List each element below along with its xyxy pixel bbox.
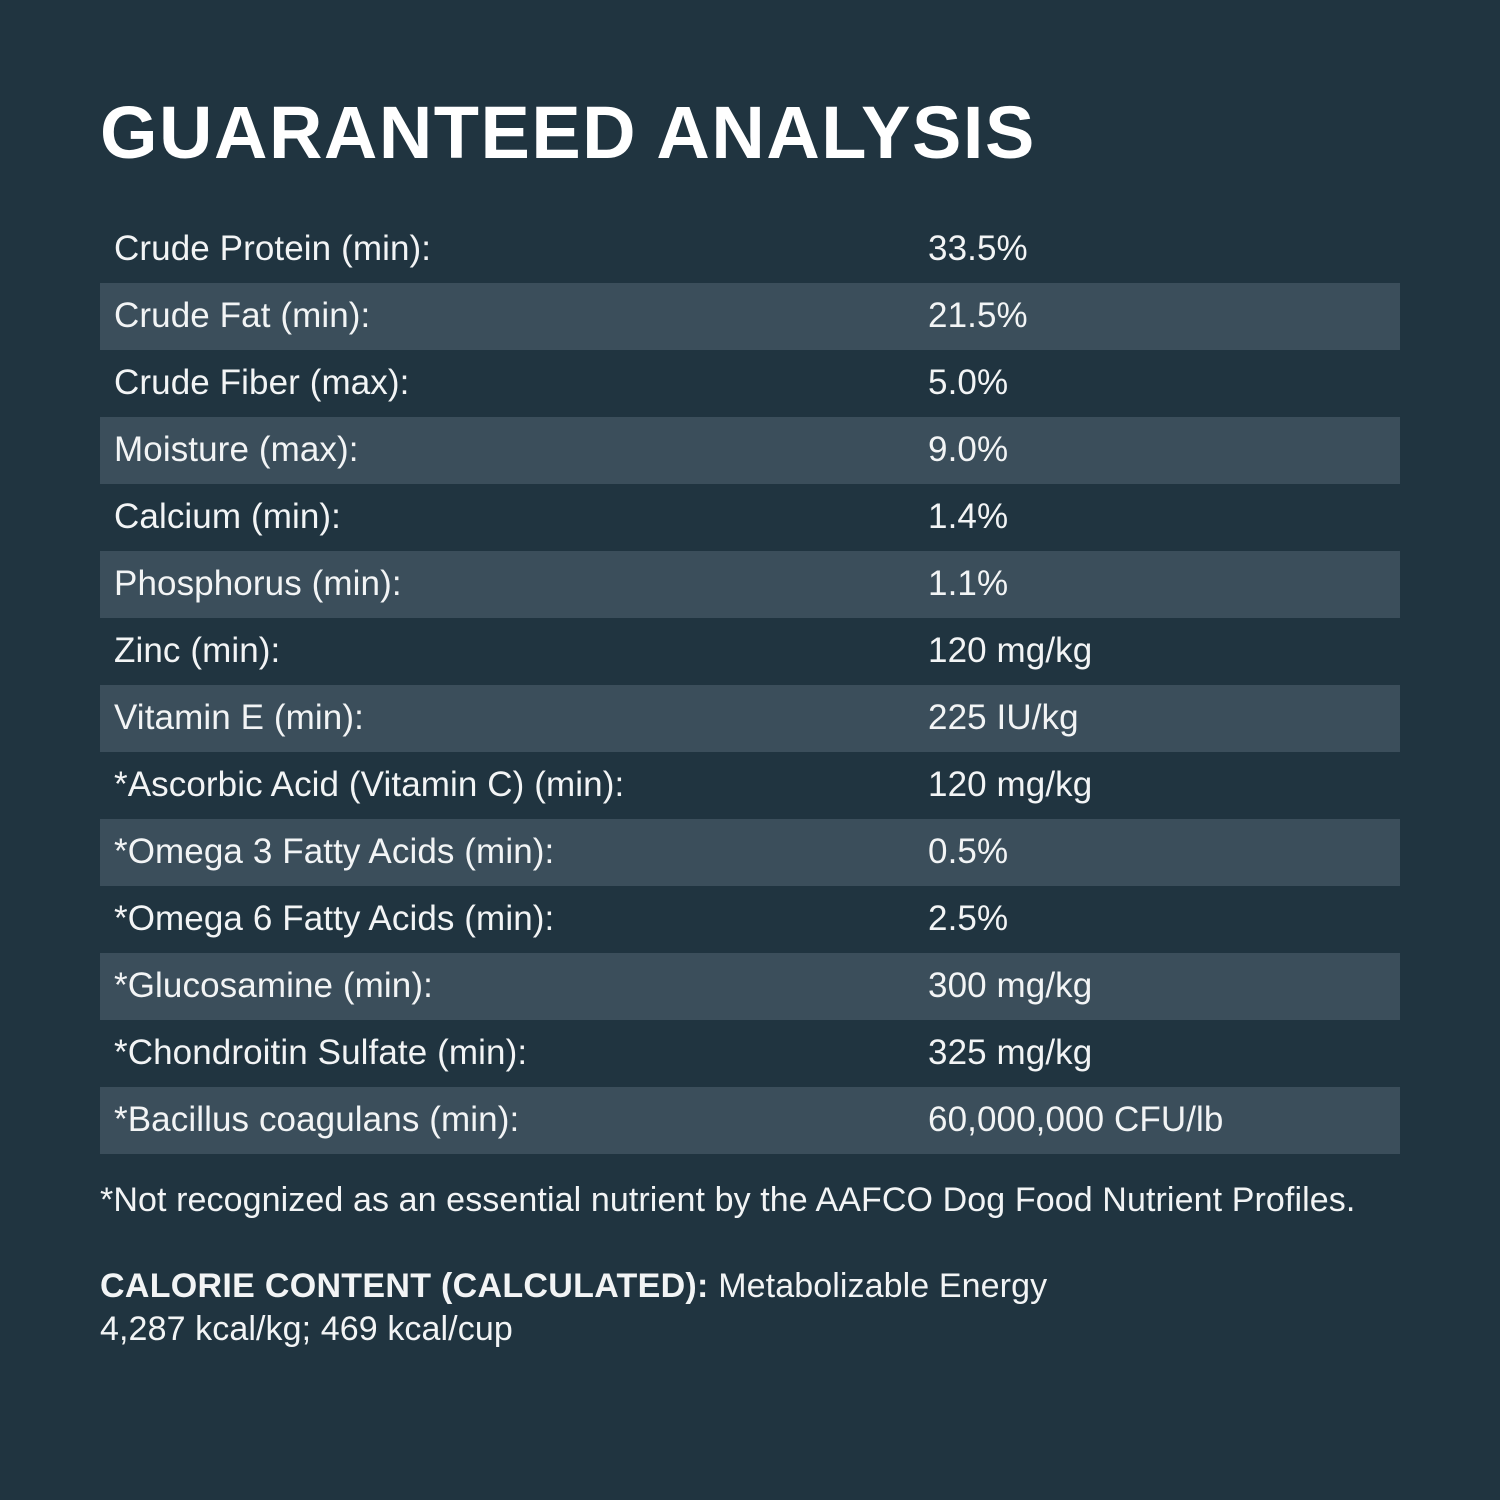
nutrient-label: Vitamin E (min):: [114, 698, 364, 738]
nutrient-value: 325 mg/kg: [928, 1033, 1093, 1073]
nutrient-label: *Omega 6 Fatty Acids (min):: [114, 899, 555, 939]
table-row: [100, 551, 1400, 618]
calorie-content-block: [100, 1265, 1400, 1352]
nutrient-label: *Chondroitin Sulfate (min):: [114, 1033, 528, 1073]
nutrient-label: Crude Protein (min):: [114, 229, 432, 269]
table-row: [100, 819, 1400, 886]
nutrient-label: *Omega 3 Fatty Acids (min):: [114, 832, 555, 872]
nutrient-label: Crude Fat (min):: [114, 296, 371, 336]
table-row: [100, 685, 1400, 752]
nutrient-label: *Bacillus coagulans (min):: [114, 1100, 520, 1140]
nutrient-label: Moisture (max):: [114, 430, 359, 470]
table-body: [100, 216, 1400, 1154]
nutrient-value: 120 mg/kg: [928, 631, 1093, 671]
nutrient-label: Crude Fiber (max):: [114, 363, 410, 403]
footnote: *Not recognized as an essential nutrient by the AAFCO Dog Food Nutrient Profiles.: [100, 1181, 1356, 1219]
table-row: [100, 484, 1400, 551]
nutrient-value: 0.5%: [928, 832, 1009, 872]
table-row: [100, 283, 1400, 350]
nutrient-value: 33.5%: [928, 229, 1028, 269]
table-row: [100, 618, 1400, 685]
nutrient-label: Calcium (min):: [114, 497, 341, 537]
table-row: [100, 1020, 1400, 1087]
nutrient-value: 5.0%: [928, 363, 1009, 403]
nutrient-value: 9.0%: [928, 430, 1009, 470]
guaranteed-analysis-table: [100, 216, 1400, 1154]
nutrient-label: Zinc (min):: [114, 631, 281, 671]
table-row: [100, 953, 1400, 1020]
table-row: [100, 886, 1400, 953]
nutrient-label: *Glucosamine (min):: [114, 966, 433, 1006]
nutrient-value: 225 IU/kg: [928, 698, 1079, 738]
calorie-content-label: CALORIE CONTENT (CALCULATED):: [100, 1266, 709, 1305]
table-row: [100, 417, 1400, 484]
nutrient-value: 120 mg/kg: [928, 765, 1093, 805]
calorie-content-type: Metabolizable Energy: [718, 1266, 1048, 1305]
table-row: [100, 752, 1400, 819]
nutrient-value: 60,000,000 CFU/lb: [928, 1100, 1224, 1140]
nutrient-label: Phosphorus (min):: [114, 564, 402, 604]
table-row: [100, 350, 1400, 417]
nutrient-value: 300 mg/kg: [928, 966, 1093, 1006]
table-row: [100, 216, 1400, 283]
nutrient-value: 21.5%: [928, 296, 1028, 336]
nutrient-label: *Ascorbic Acid (Vitamin C) (min):: [114, 765, 625, 805]
table-row: [100, 1087, 1400, 1154]
nutrient-value: 1.4%: [928, 497, 1009, 537]
calorie-content-values: 4,287 kcal/kg; 469 kcal/cup: [100, 1310, 513, 1349]
nutrient-value: 1.1%: [928, 564, 1009, 604]
page-title: GUARANTEED ANALYSIS: [100, 91, 1036, 174]
nutrient-value: 2.5%: [928, 899, 1009, 939]
